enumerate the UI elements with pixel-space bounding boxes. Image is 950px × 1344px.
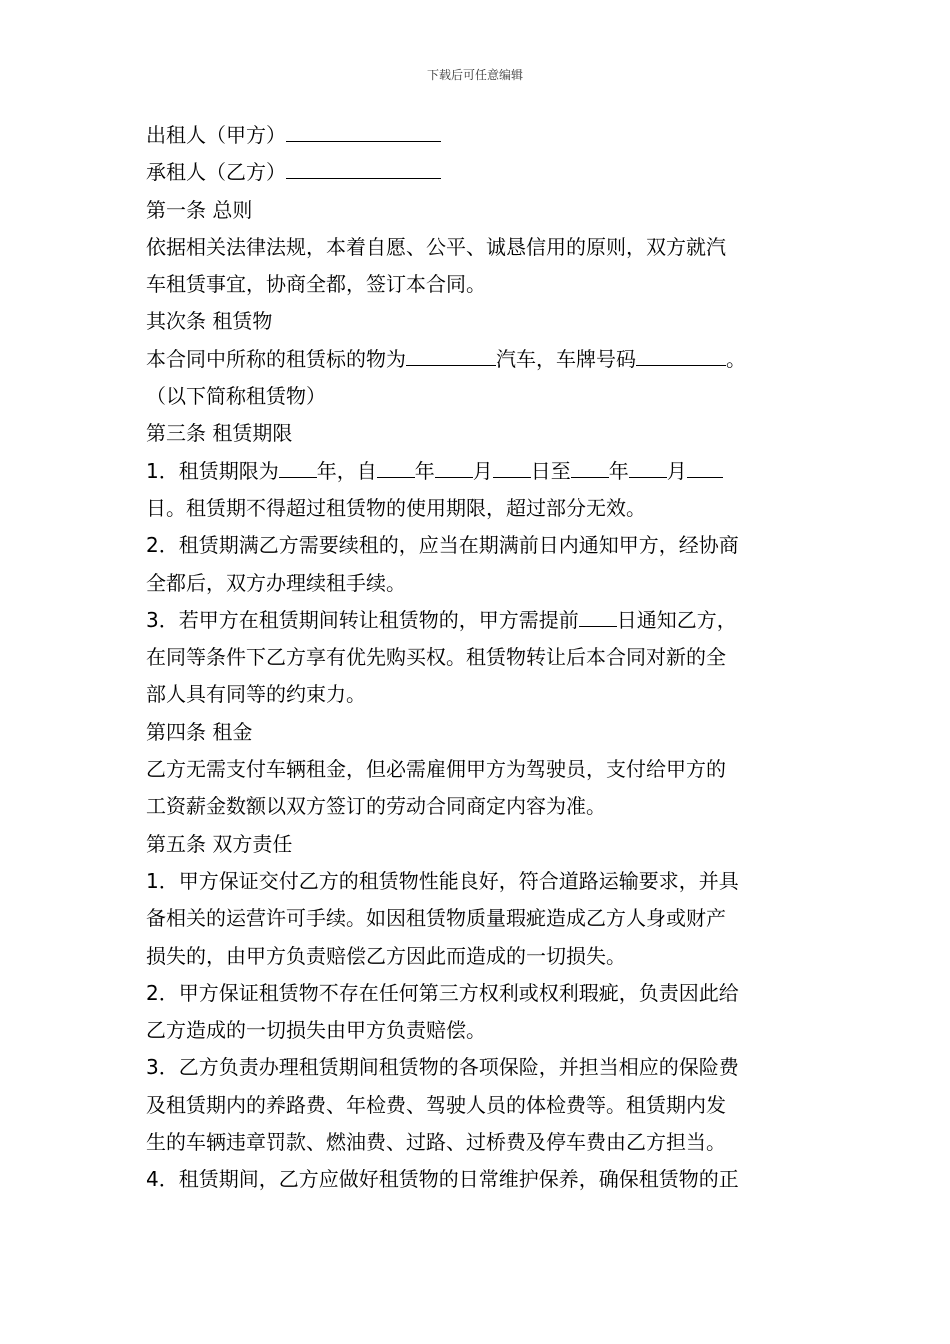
clause-5-3: 生的车辆违章罚款、燃油费、过路、过桥费及停车费由乙方担当。 [146,1130,726,1155]
start-day-blank [493,455,531,478]
clause-3-3 [146,602,806,639]
clause-number: 1． [146,458,179,483]
article-5-title: 第五条 双方责任 [146,831,293,856]
clause-3-1 [146,453,806,490]
plate-number-blank [636,343,726,366]
lessor-line [146,117,806,154]
end-month-blank [629,455,667,478]
lessee-label: 承租人（乙方） [146,160,286,185]
text-run: 3．若甲方在租赁期间转让租赁物的，甲方需提前 [146,607,579,632]
start-month-blank [435,455,473,478]
text-run: 。 [726,346,746,371]
clause-5-1: 备相关的运营许可手续。如因租赁物质量瑕疵造成乙方人身或财产 [146,906,726,931]
notice-days-blank [579,604,617,627]
page-header: 下载后可任意编辑 [426,68,523,82]
article-3-title: 第三条 租赁期限 [146,421,293,446]
article-4-text: 工资薪金数额以双方签订的劳动合同商定内容为准。 [146,794,606,819]
clause-5-3: 3．乙方负责办理租赁期间租赁物的各项保险，并担当相应的保险费 [146,1055,739,1080]
contract-body [146,117,806,1199]
clause-3-2: 全都后，双方办理续租手续。 [146,570,406,595]
lessor-blank [286,119,441,142]
text-run: 年，自 [316,458,377,483]
text-run: 年 [414,458,435,483]
clause-3-2: 2．租赁期满乙方需要续租的，应当在期满前日内通知甲方，经协商 [146,533,739,558]
start-year-blank [377,455,415,478]
article-1-title: 第一条 总则 [146,197,253,222]
clause-5-2: 乙方造成的一切损失由甲方负责赔偿。 [146,1018,486,1043]
text-run: 年 [608,458,629,483]
text-run: 日至 [530,458,571,483]
clause-3-3: 在同等条件下乙方享有优先购买权。租赁物转让后本合同对新的全 [146,645,726,670]
clause-5-1: 损失的，由甲方负责赔偿乙方因此而造成的一切损失。 [146,943,626,968]
text-run: 月 [472,458,493,483]
end-year-blank [571,455,609,478]
clause-5-4: 4．租赁期间，乙方应做好租赁物的日常维护保养，确保租赁物的正 [146,1167,739,1192]
vehicle-blank [406,343,496,366]
clause-3-3: 部人具有同等的约束力。 [146,682,366,707]
text-run: 汽车，车牌号码 [496,346,636,371]
article-2-text [146,341,806,378]
lessor-label: 出租人（甲方） [146,123,286,147]
term-years-blank [279,455,317,478]
clause-3-1: 日。租赁期不得超过租赁物的使用期限，超过部分无效。 [146,495,646,520]
lessee-blank [286,156,441,179]
text-run: 租赁期限为 [178,458,279,483]
clause-5-3: 及租赁期内的养路费、年检费、驾驶人员的体检费等。租赁期内发 [146,1092,726,1117]
clause-5-2: 2．甲方保证租赁物不存在任何第三方权利或权利瑕疵，负责因此给 [146,980,739,1005]
article-4-title: 第四条 租金 [146,719,253,744]
end-day-blank [687,455,723,478]
text-run: 月 [666,458,687,483]
article-2-text: （以下简称租赁物） [146,384,326,409]
text-run: 日通知乙方， [616,607,737,632]
article-2-title: 其次条 租赁物 [146,309,273,334]
clause-5-1: 1．甲方保证交付乙方的租赁物性能良好，符合道路运输要求，并具 [146,868,739,893]
article-1-text: 依据相关法律法规，本着自愿、公平、诚恳信用的原则，双方就汽 [146,234,726,259]
text-run: 本合同中所称的租赁标的物为 [146,346,406,371]
article-1-text: 车租赁事宜，协商全都，签订本合同。 [146,272,486,297]
lessee-line [146,154,806,191]
article-4-text: 乙方无需支付车辆租金，但必需雇佣甲方为驾驶员，支付给甲方的 [146,757,726,782]
